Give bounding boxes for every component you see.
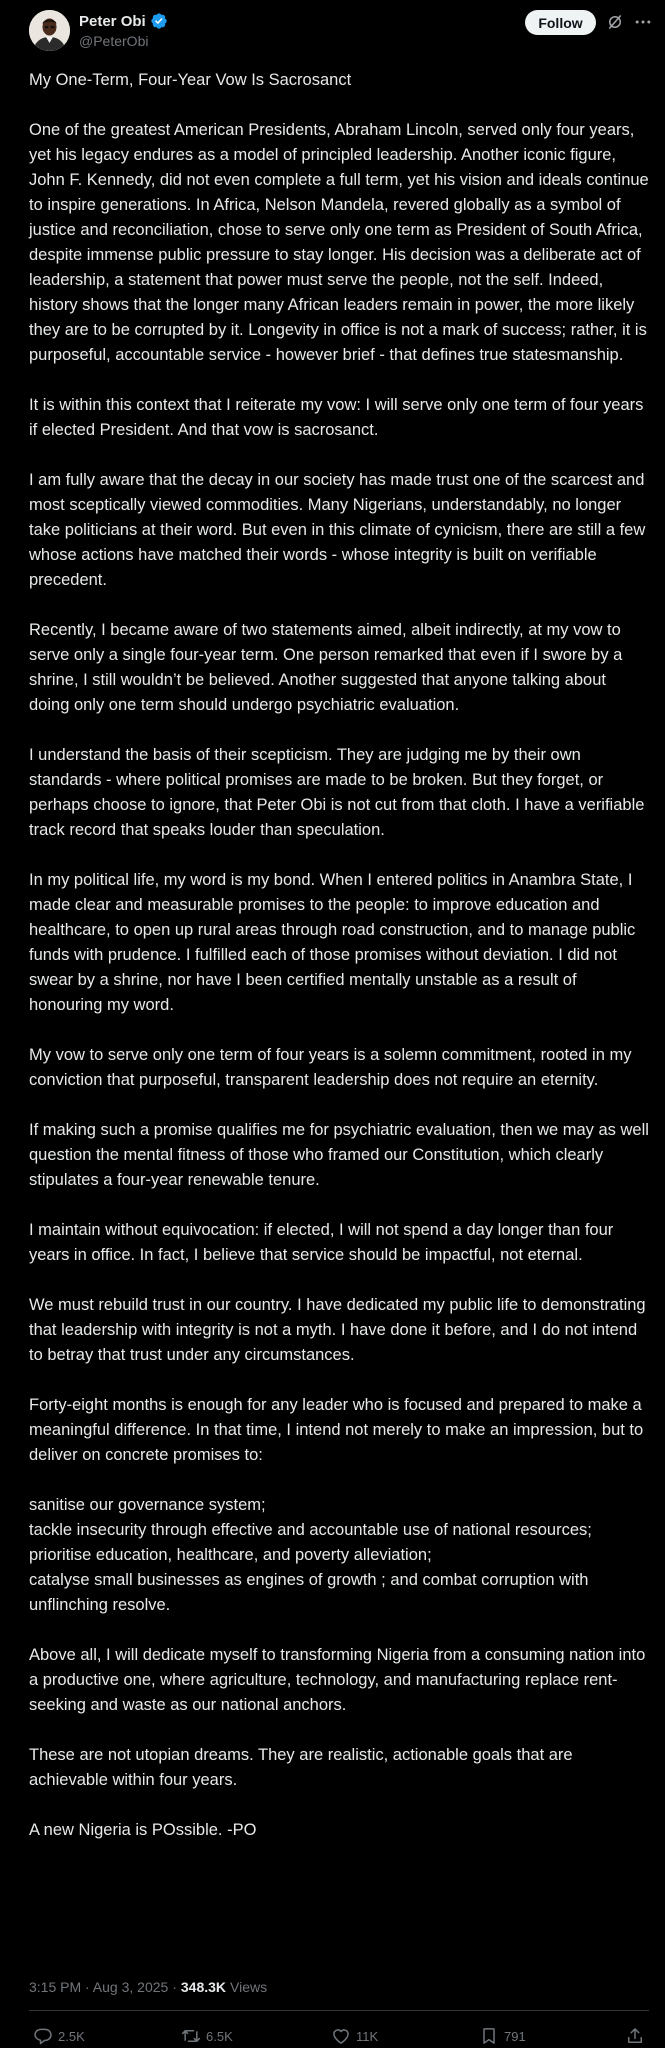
heart-icon: [331, 2026, 351, 2046]
tweet-paragraph: Forty-eight months is enough for any leader who is focused and prepared to make a meaningful difference. In that time, I intend not merely to make an impression, but to deliver on concrete promises to:: [29, 1396, 644, 1464]
author-name-row: [79, 11, 168, 31]
divider: [29, 2010, 649, 2011]
bookmark-button[interactable]: [479, 2026, 526, 2046]
tweet-paragraph: I understand the basis of their scepticism. They are judging me by their own standards - where political promises are made to be broken. But they forget, or perhaps choose to ignore, that Peter Obi is not cut from that cloth. I have a verifiable track record that speaks louder than speculation.: [29, 746, 645, 839]
retweet-icon: [181, 2026, 201, 2046]
tweet-text: [29, 68, 649, 1868]
tweet-paragraph: In my political life, my word is my bond. When I entered politics in Anambra State, I made clear and measurable promises to the people: to improve education and healthcare, to open up rural areas through road construction, and to manage public funds with prudence. I fulfilled each of those promises without deviation. I did not swear by a shrine, nor have I been certified mentally unstable as a result of honouring my word.: [29, 871, 636, 1014]
bookmark-icon: [479, 2026, 499, 2046]
follow-button[interactable]: Follow: [525, 10, 596, 35]
tweet-meta: [29, 1979, 267, 1995]
reply-count: 2.5K: [58, 2028, 85, 2044]
author-handle[interactable]: @PeterObi: [79, 33, 149, 49]
grok-icon[interactable]: [606, 13, 624, 31]
tweet-paragraph: These are not utopian dreams. They are realistic, actionable goals that are achievable within four years.: [29, 1746, 573, 1789]
more-options-icon[interactable]: [633, 12, 653, 32]
views-count: 348.3K: [180, 1979, 227, 1995]
retweet-count: 6.5K: [206, 2028, 233, 2044]
tweet-paragraph: My vow to serve only one term of four years is a solemn commitment, rooted in my conviction that purposeful, transparent leadership does not require an eternity.: [29, 1046, 632, 1089]
tweet-paragraph: Recently, I became aware of two statements aimed, albeit indirectly, at my vow to serve only a single four-year term. One person remarked that even if I swore by a shrine, I still wouldn’t be believed. Another suggested that anyone talking about doing only one term should undergo psychiatric evaluation.: [29, 621, 623, 714]
tweet-list-paragraph: sanitise our governance system; tackle insecurity through effective and accountable use of national resources; prioritise education, healthcare, and poverty alleviation; catalyse small businesses as engines of growth ; and combat corruption with unflinching resolve.: [29, 1496, 592, 1614]
tweet-paragraph: I am fully aware that the decay in our society has made trust one of the scarcest and most sceptically viewed commodities. Many Nigerians, understandably, no longer take politicians at their word. But even in this climate of cynicism, there are still a few whose actions have matched their words - whose integrity is built on verifiable precedent.: [29, 471, 646, 589]
views-label: Views: [230, 1979, 268, 1995]
verified-badge-icon: [150, 12, 168, 30]
like-button[interactable]: [331, 2026, 378, 2046]
tweet-paragraph: If making such a promise qualifies me for psychiatric evaluation, then we may as well question the mental fitness of those who framed our Constitution, which clearly stipulates a four-year renewable tenure.: [29, 1121, 649, 1189]
share-button[interactable]: [625, 2026, 645, 2046]
reply-icon: [33, 2026, 53, 2046]
tweet-header: [0, 0, 665, 62]
avatar[interactable]: [29, 10, 70, 51]
tweet-paragraph: One of the greatest American Presidents, Abraham Lincoln, served only four years, yet his legacy endures as a model of principled leadership. Another iconic figure, John F. Kennedy, did not even complete a full term, yet his vision and ideals continue to inspire generations. In Africa, Nelson Mandela, revered globally as a symbol of justice and reconciliation, chose to serve only one term as President of South Africa, despite immense public pressure to stay longer. His decision was a deliberate act of leadership, a statement that power must serve the people, not the self. Indeed, history shows that the longer many African leaders remain in power, the more likely they are to be corrupted by it. Longevity in office is not a mark of success; rather, it is purposeful, accountable service - however brief - that defines true statesmanship.: [29, 121, 649, 364]
author-name[interactable]: Peter Obi: [79, 12, 146, 30]
action-bar: [29, 2026, 649, 2048]
tweet-paragraph: Above all, I will dedicate myself to transforming Nigeria from a consuming nation into a productive one, where agriculture, technology, and manufacturing replace rent-seeking and waste as our national anchors.: [29, 1646, 646, 1714]
tweet-paragraph: We must rebuild trust in our country. I have dedicated my public life to demonstrating that leadership with integrity is not a myth. I have done it before, and I do not intend to betray that trust under any circumstances.: [29, 1296, 646, 1364]
share-icon: [625, 2026, 645, 2046]
tweet-paragraph: It is within this context that I reiterate my vow: I will serve only one term of four years if elected President. And that vow is sacrosanct.: [29, 396, 644, 439]
tweet-paragraph: I maintain without equivocation: if elected, I will not spend a day longer than four years in office. In fact, I believe that service should be impactful, not eternal.: [29, 1221, 614, 1264]
bookmark-count: 791: [504, 2028, 526, 2044]
tweet-signoff: A new Nigeria is POssible. -PO: [29, 1821, 257, 1839]
reply-button[interactable]: [33, 2026, 85, 2046]
timestamp[interactable]: 3:15 PM · Aug 3, 2025 ·: [29, 1979, 177, 1995]
like-count: 11K: [356, 2028, 379, 2044]
tweet-title: My One-Term, Four-Year Vow Is Sacrosanct: [29, 71, 352, 89]
retweet-button[interactable]: [181, 2026, 233, 2046]
